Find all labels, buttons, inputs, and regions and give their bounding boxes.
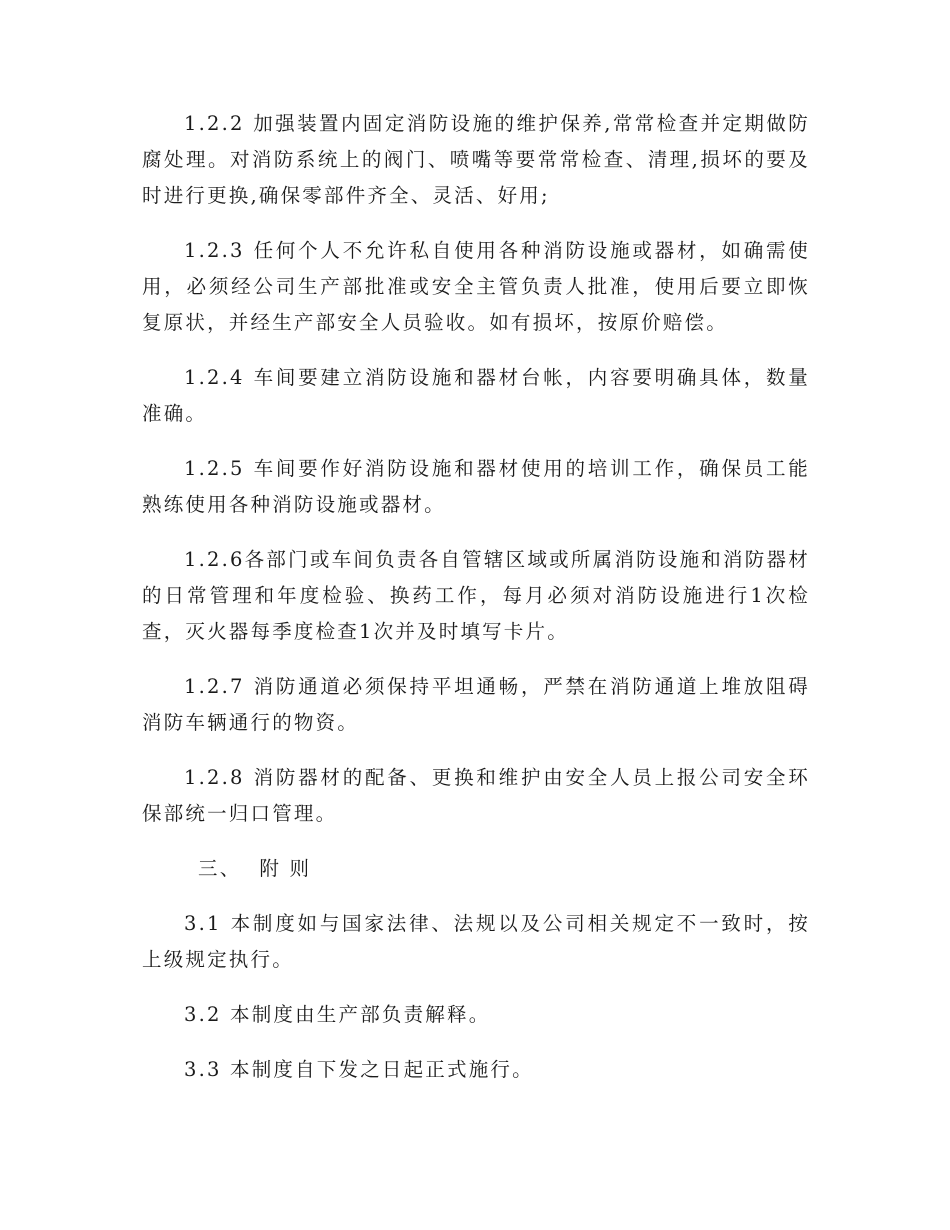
clause-1-2-4: 1.2.4 车间要建立消防设施和器材台帐，内容要明确具体，数量准确。 — [142, 366, 810, 425]
document-body — [142, 106, 810, 1107]
clause-1-2-5: 1.2.5 车间要作好消防设施和器材使用的培训工作，确保员工能熟练使用各种消防设施或器材。 — [142, 457, 810, 516]
clause-3-3: 3.3 本制度自下发之日起正式施行。 — [184, 1058, 534, 1081]
clause-3-2: 3.2 本制度由生产部负责解释。 — [184, 1003, 491, 1026]
clause-3-1: 3.1 本制度如与国家法律、法规以及公司相关规定不一致时，按上级规定执行。 — [142, 912, 810, 971]
clause-1-2-2: 1.2.2 加强装置内固定消防设施的维护保养,常常检查并定期做防腐处理。对消防系统上的阀门、喷嘴等要常常检查、清理,损坏的要及时进行更换,确保零部件齐全、灵活、好用; — [142, 112, 810, 207]
clause-1-2-3: 1.2.3 任何个人不允许私自使用各种消防设施或器材，如确需使用，必须经公司生产部批准或安全主管负责人批准，使用后要立即恢复原状，并经生产部安全人员验收。如有损坏，按原价赔偿。 — [142, 239, 810, 334]
clause-1-2-6: 1.2.6各部门或车间负责各自管辖区域或所属消防设施和消防器材的日常管理和年度检验、换药工作，每月必须对消防设施进行1次检查，灭火器每季度检查1次并及时填写卡片。 — [142, 548, 810, 643]
clause-1-2-7: 1.2.7 消防通道必须保持平坦通畅，严禁在消防通道上堆放阻碍消防车辆通行的物资。 — [142, 675, 810, 734]
section-title: 附 则 — [259, 857, 312, 880]
clause-1-2-8: 1.2.8 消防器材的配备、更换和维护由安全人员上报公司安全环保部统一归口管理。 — [142, 766, 810, 825]
section-heading — [142, 851, 810, 887]
section-number: 三、 — [198, 857, 242, 880]
